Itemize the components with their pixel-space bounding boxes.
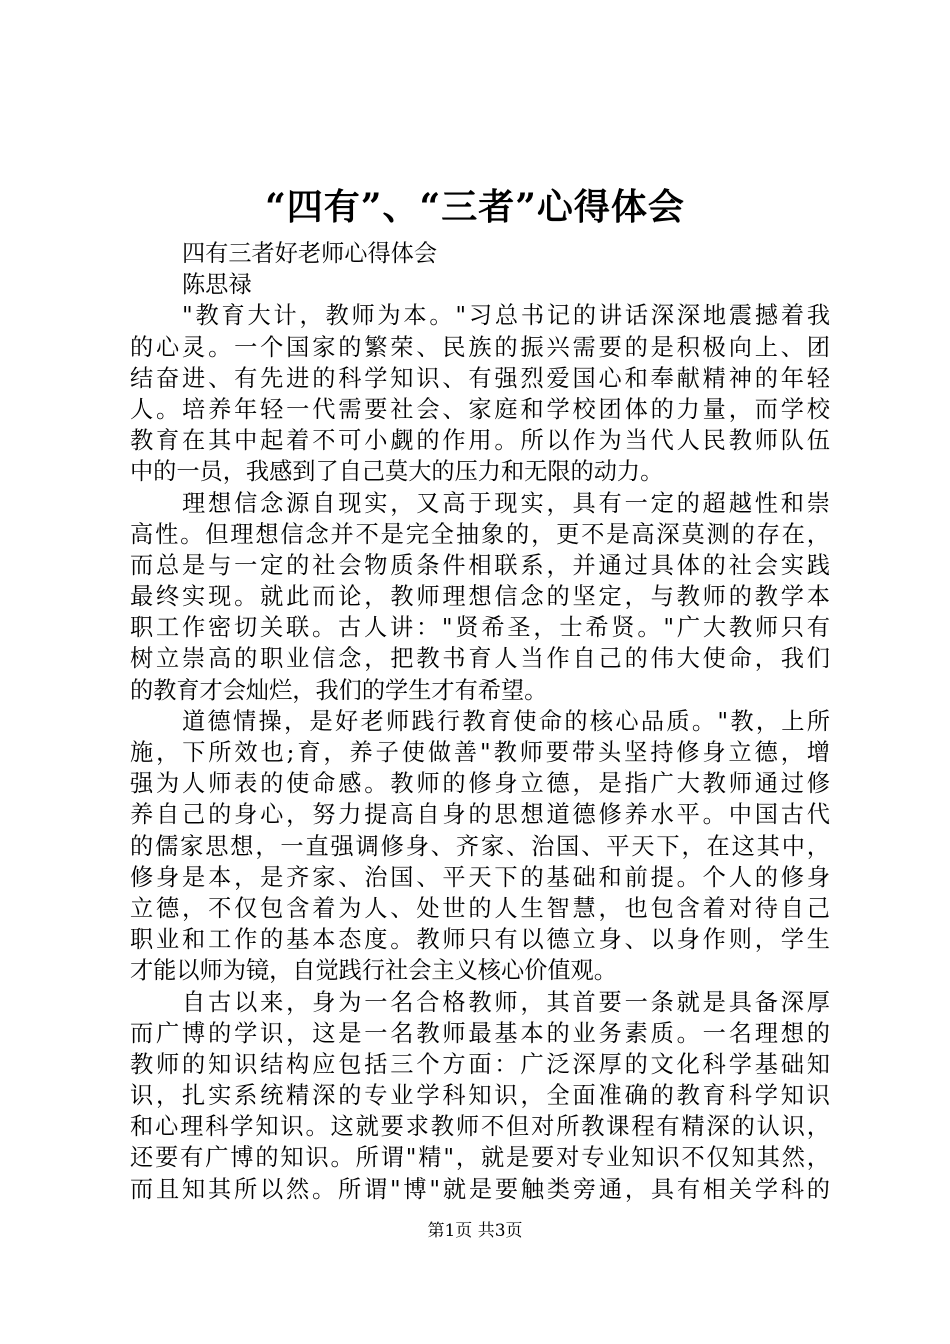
document-body <box>130 238 830 1205</box>
text-line: 和心理科学知识。这就要求教师不但对所教课程有精深的认识， <box>130 1113 830 1141</box>
text-line: 养自己的身心，努力提高自身的思想道德修养水平。中国古代 <box>130 801 830 829</box>
text-line: 教师的知识结构应包括三个方面：广泛深厚的文化科学基础知 <box>130 1050 830 1078</box>
text-line: 人。培养年轻一代需要社会、家庭和学校团体的力量，而学校 <box>130 395 830 423</box>
text-line: 最终实现。就此而论，教师理想信念的坚定，与教师的教学本 <box>130 583 830 611</box>
text-line: 的儒家思想，一直强调修身、齐家、治国、平天下，在这其中， <box>130 832 830 860</box>
text-line: 职业和工作的基本态度。教师只有以德立身、以身作则，学生 <box>130 926 830 954</box>
text-line: "教育大计，教师为本。"习总书记的讲话深深地震撼着我 <box>182 302 830 330</box>
text-line: 自古以来，身为一名合格教师，其首要一条就是具备深厚 <box>182 988 830 1016</box>
text-line: 立德，不仅包含着为人、处世的人生智慧，也包含着对待自己 <box>130 894 830 922</box>
text-line: 还要有广博的知识。所谓"精"，就是要对专业知识不仅知其然， <box>130 1144 830 1172</box>
text-line: 而广博的学识，这是一名教师最基本的业务素质。一名理想的 <box>130 1019 830 1047</box>
text-line: 强为人师表的使命感。教师的修身立德，是指广大教师通过修 <box>130 770 830 798</box>
text-line: 结奋进、有先进的科学知识、有强烈爱国心和奉献精神的年轻 <box>130 364 830 392</box>
text-line: 道德情操，是好老师践行教育使命的核心品质。"教，上所 <box>182 707 830 735</box>
text-line: 而总是与一定的社会物质条件相联系，并通过具体的社会实践 <box>130 551 830 579</box>
page-number: 第1页 共3页 <box>427 1221 523 1241</box>
text-line: 的心灵。一个国家的繁荣、民族的振兴需要的是积极向上、团 <box>130 333 830 361</box>
text-line: 施，下所效也;育，养子使做善"教师要带头坚持修身立德，增 <box>130 739 830 766</box>
author: 陈思禄 <box>182 271 252 299</box>
text-line: 识，扎实系统精深的专业学科知识，全面准确的教育科学知识 <box>130 1082 830 1110</box>
text-line: 理想信念源自现实，又高于现实，具有一定的超越性和崇 <box>182 489 830 517</box>
text-line: 树立崇高的职业信念，把教书育人当作自己的伟大使命，我们 <box>130 645 830 673</box>
text-line: 高性。但理想信念并不是完全抽象的，更不是高深莫测的存在， <box>130 520 830 548</box>
page-title: “四有”、“三者”心得体会 <box>265 186 685 228</box>
text-line: 修身是本，是齐家、治国、平天下的基础和前提。个人的修身 <box>130 863 830 891</box>
subtitle: 四有三者好老师心得体会 <box>182 240 438 267</box>
text-line: 的教育才会灿烂，我们的学生才有希望。 <box>130 676 548 704</box>
text-line: 中的一员，我感到了自己莫大的压力和无限的动力。 <box>130 458 664 486</box>
text-line: 教育在其中起着不可小觑的作用。所以作为当代人民教师队伍 <box>130 427 830 455</box>
text-line: 而且知其所以然。所谓"博"就是要触类旁通，具有相关学科的 <box>130 1175 830 1203</box>
text-line: 职工作密切关联。古人讲："贤希圣，士希贤。"广大教师只有 <box>130 614 830 642</box>
text-line: 才能以师为镜，自觉践行社会主义核心价值观。 <box>130 957 617 985</box>
